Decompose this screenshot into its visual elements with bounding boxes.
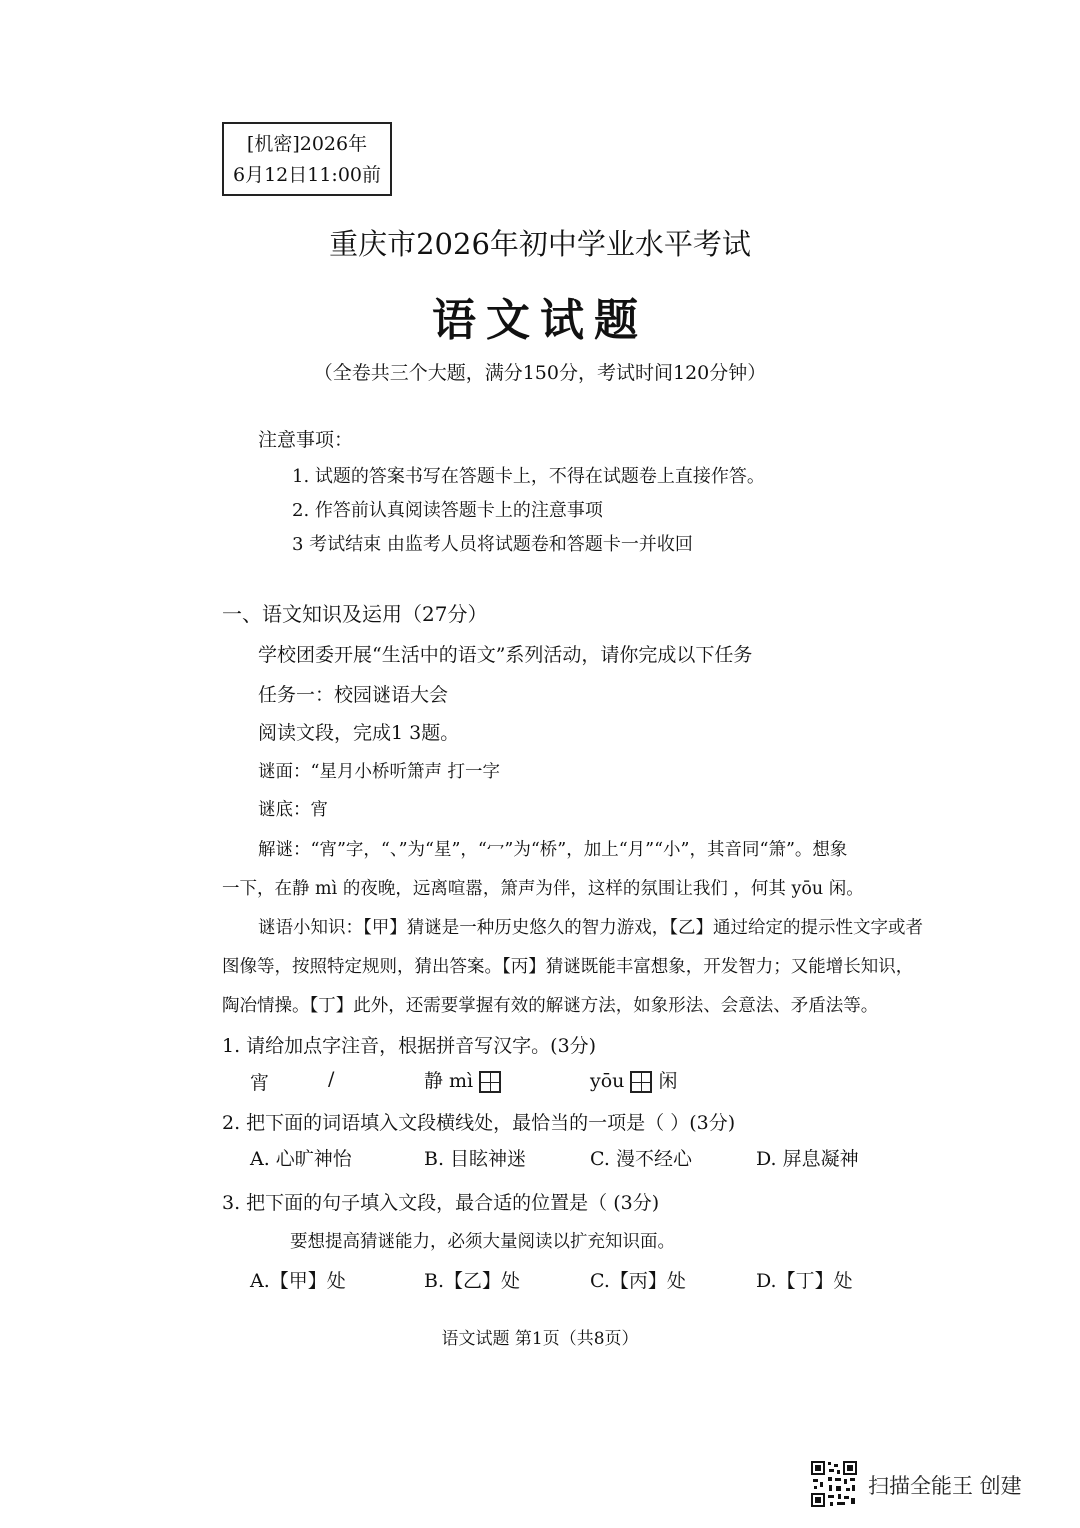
confidential-box <box>222 122 392 196</box>
confidential-line1: [机密]2026年 <box>246 133 368 155</box>
question-1-mark: / <box>328 1068 335 1090</box>
confidential-line2: 6月12日11:00前 <box>232 164 382 186</box>
question-2-stem: 2. 把下面的词语填入文段横线处，最恰当的一项是（ ）(3分) <box>222 1112 736 1134</box>
notice-item-1: 1. 试题的答案书写在答题卡上，不得在试题卷上直接作答。 <box>292 466 765 487</box>
question-1-item-b <box>424 1066 501 1093</box>
riddle-face: 谜面：“星月小桥听箫声 打一字 <box>258 762 501 782</box>
answer-grid-box <box>479 1071 501 1093</box>
question-3-option-b: B.【乙】处 <box>424 1270 521 1292</box>
explanation-line-1: 解谜：“宵”字，“、”为“星”，“冖”为“桥”，加上“月”“小”，其音同“箫”。想象 <box>258 840 848 860</box>
question-2-option-d: D. 屏息凝神 <box>756 1148 859 1170</box>
task-title: 任务一：校园谜语大会 <box>258 684 449 706</box>
answer-grid-box <box>630 1071 652 1093</box>
question-1-item-c-suffix: 闲 <box>658 1070 678 1092</box>
qr-code-icon <box>810 1460 858 1508</box>
question-3-stem: 3. 把下面的句子填入文段，最合适的位置是（ (3分) <box>222 1192 660 1214</box>
question-2-option-a: A. 心旷神怡 <box>250 1148 352 1170</box>
exam-title: 重庆市2026年初中学业水平考试 <box>329 227 751 261</box>
section-heading: 一、语文知识及运用（27分） <box>222 602 488 626</box>
page-footer: 语文试题 第1页（共8页） <box>441 1329 639 1349</box>
exam-info: （全卷共三个大题，满分150分，考试时间120分钟） <box>313 362 767 384</box>
question-2-option-c: C. 漫不经心 <box>590 1148 692 1170</box>
section-intro: 学校团委开展“生活中的语文”系列活动，请你完成以下任务 <box>258 644 753 666</box>
question-2-option-b: B. 目眩神迷 <box>424 1148 527 1170</box>
question-3-option-a: A.【甲】处 <box>250 1270 346 1292</box>
question-1-item-c-label: yōu <box>590 1070 625 1092</box>
question-3-option-d: D.【丁】处 <box>756 1270 853 1292</box>
question-3-option-c: C.【丙】处 <box>590 1270 686 1292</box>
explanation-line-2: 一下，在静 mì 的夜晚，远离喧嚣，箫声为伴，这样的氛围让我们 ，何其 yōu 闲。 <box>222 879 864 899</box>
notice-item-3: 3 考试结束 由监考人员将试题卷和答题卡一并收回 <box>292 534 693 555</box>
reading-instruction: 阅读文段，完成1 3题。 <box>258 722 460 744</box>
question-3-sentence: 要想提高猜谜能力，必须大量阅读以扩充知识面。 <box>290 1232 675 1252</box>
knowledge-line-2: 图像等，按照特定规则，猜出答案。【丙】猜谜既能丰富想象，开发智力；又能增长知识， <box>222 957 914 977</box>
question-1-item-a: 宵 <box>250 1072 270 1094</box>
scanner-watermark: 扫描全能王 创建 <box>868 1474 1022 1498</box>
knowledge-line-1: 谜语小知识：【甲】猜谜是一种历史悠久的智力游戏，【乙】通过给定的提示性文字或者 <box>258 918 923 938</box>
subject-title: 语文试题 <box>432 295 648 346</box>
notice-item-2: 2. 作答前认真阅读答题卡上的注意事项 <box>292 500 603 521</box>
riddle-answer: 谜底：宵 <box>258 800 328 820</box>
notice-heading: 注意事项： <box>258 429 354 451</box>
question-1-item-b-label: 静 mì <box>424 1070 474 1092</box>
knowledge-line-3: 陶冶情操。【丁】此外，还需要掌握有效的解谜方法，如象形法、会意法、矛盾法等。 <box>222 996 879 1016</box>
question-1-stem: 1. 请给加点字注音，根据拼音写汉字。(3分) <box>222 1035 597 1057</box>
question-1-item-c <box>590 1066 678 1093</box>
